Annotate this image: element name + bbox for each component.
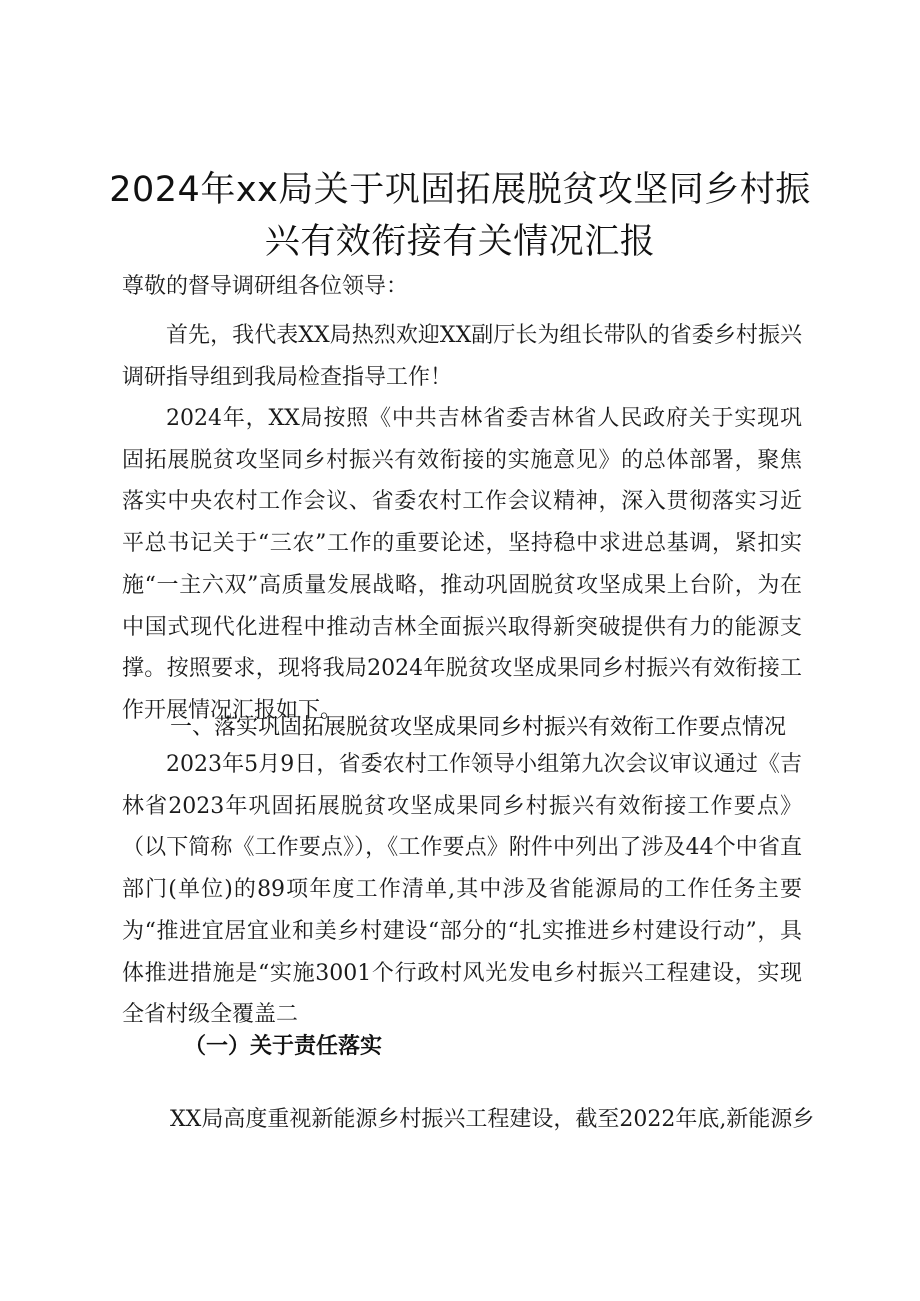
paragraph-welcome: 首先，我代表XX局热烈欢迎XX副厅长为组长带队的省委乡村振兴调研指导组到我局检查指导工作！ — [122, 323, 802, 390]
salutation: 尊敬的督导调研组各位领导： — [122, 274, 409, 299]
subsection-heading-1: （一）关于责任落实 — [184, 1033, 383, 1059]
paragraph-overview: 2024年，XX局按照《中共吉林省委吉林省人民政府关于实现巩固拓展脱贫攻坚同乡村振兴有效衔接的实施意见》的总体部署，聚焦落实中央农村工作会议、省委农村工作会议精神，深入贯彻落实习近平总书记关于“三农”工作的重要论述，坚持稳中求进总基调，紧扣实施“一主六双”高质量发展战略，推动巩固脱贫攻坚成果上台阶，为在中国式现代化进程中推动吉林全面振兴取得新突破提供有力的能源支撑。按照要求，现将我局2024年脱贫攻坚成果同乡村振兴有效衔接工作开展情况汇报如下。 — [122, 406, 802, 723]
section-heading-1: 一、落实巩固拓展脱贫攻坚成果同乡村振兴有效衔工作要点情况 — [170, 715, 787, 740]
document-title-line-2: 兴有效衔接有关情况汇报 — [264, 222, 656, 262]
document-title-line-1: 2024年xx局关于巩固拓展脱贫攻坚同乡村振 — [109, 170, 811, 210]
paragraph-responsibility: XX局高度重视新能源乡村振兴工程建设，截至2022年底,新能源乡 — [170, 1107, 815, 1132]
paragraph-work-points: 2023年5月9日，省委农村工作领导小组第九次会议审议通过《吉林省2023年巩固拓展脱贫攻坚成果同乡村振兴有效衔接工作要点》（以下简称《工作要点》），《工作要点》附件中列出了涉及44个中省直部门(单位)的89项年度工作清单,其中涉及省能源局的工作任务主要为“推进宜居宜业和美乡村建设“部分的“扎实推进乡村建设行动”，具体推进措施是“实施3001个行政村风光发电乡村振兴工程建设，实现全省村级全覆盖二 — [122, 752, 802, 1028]
